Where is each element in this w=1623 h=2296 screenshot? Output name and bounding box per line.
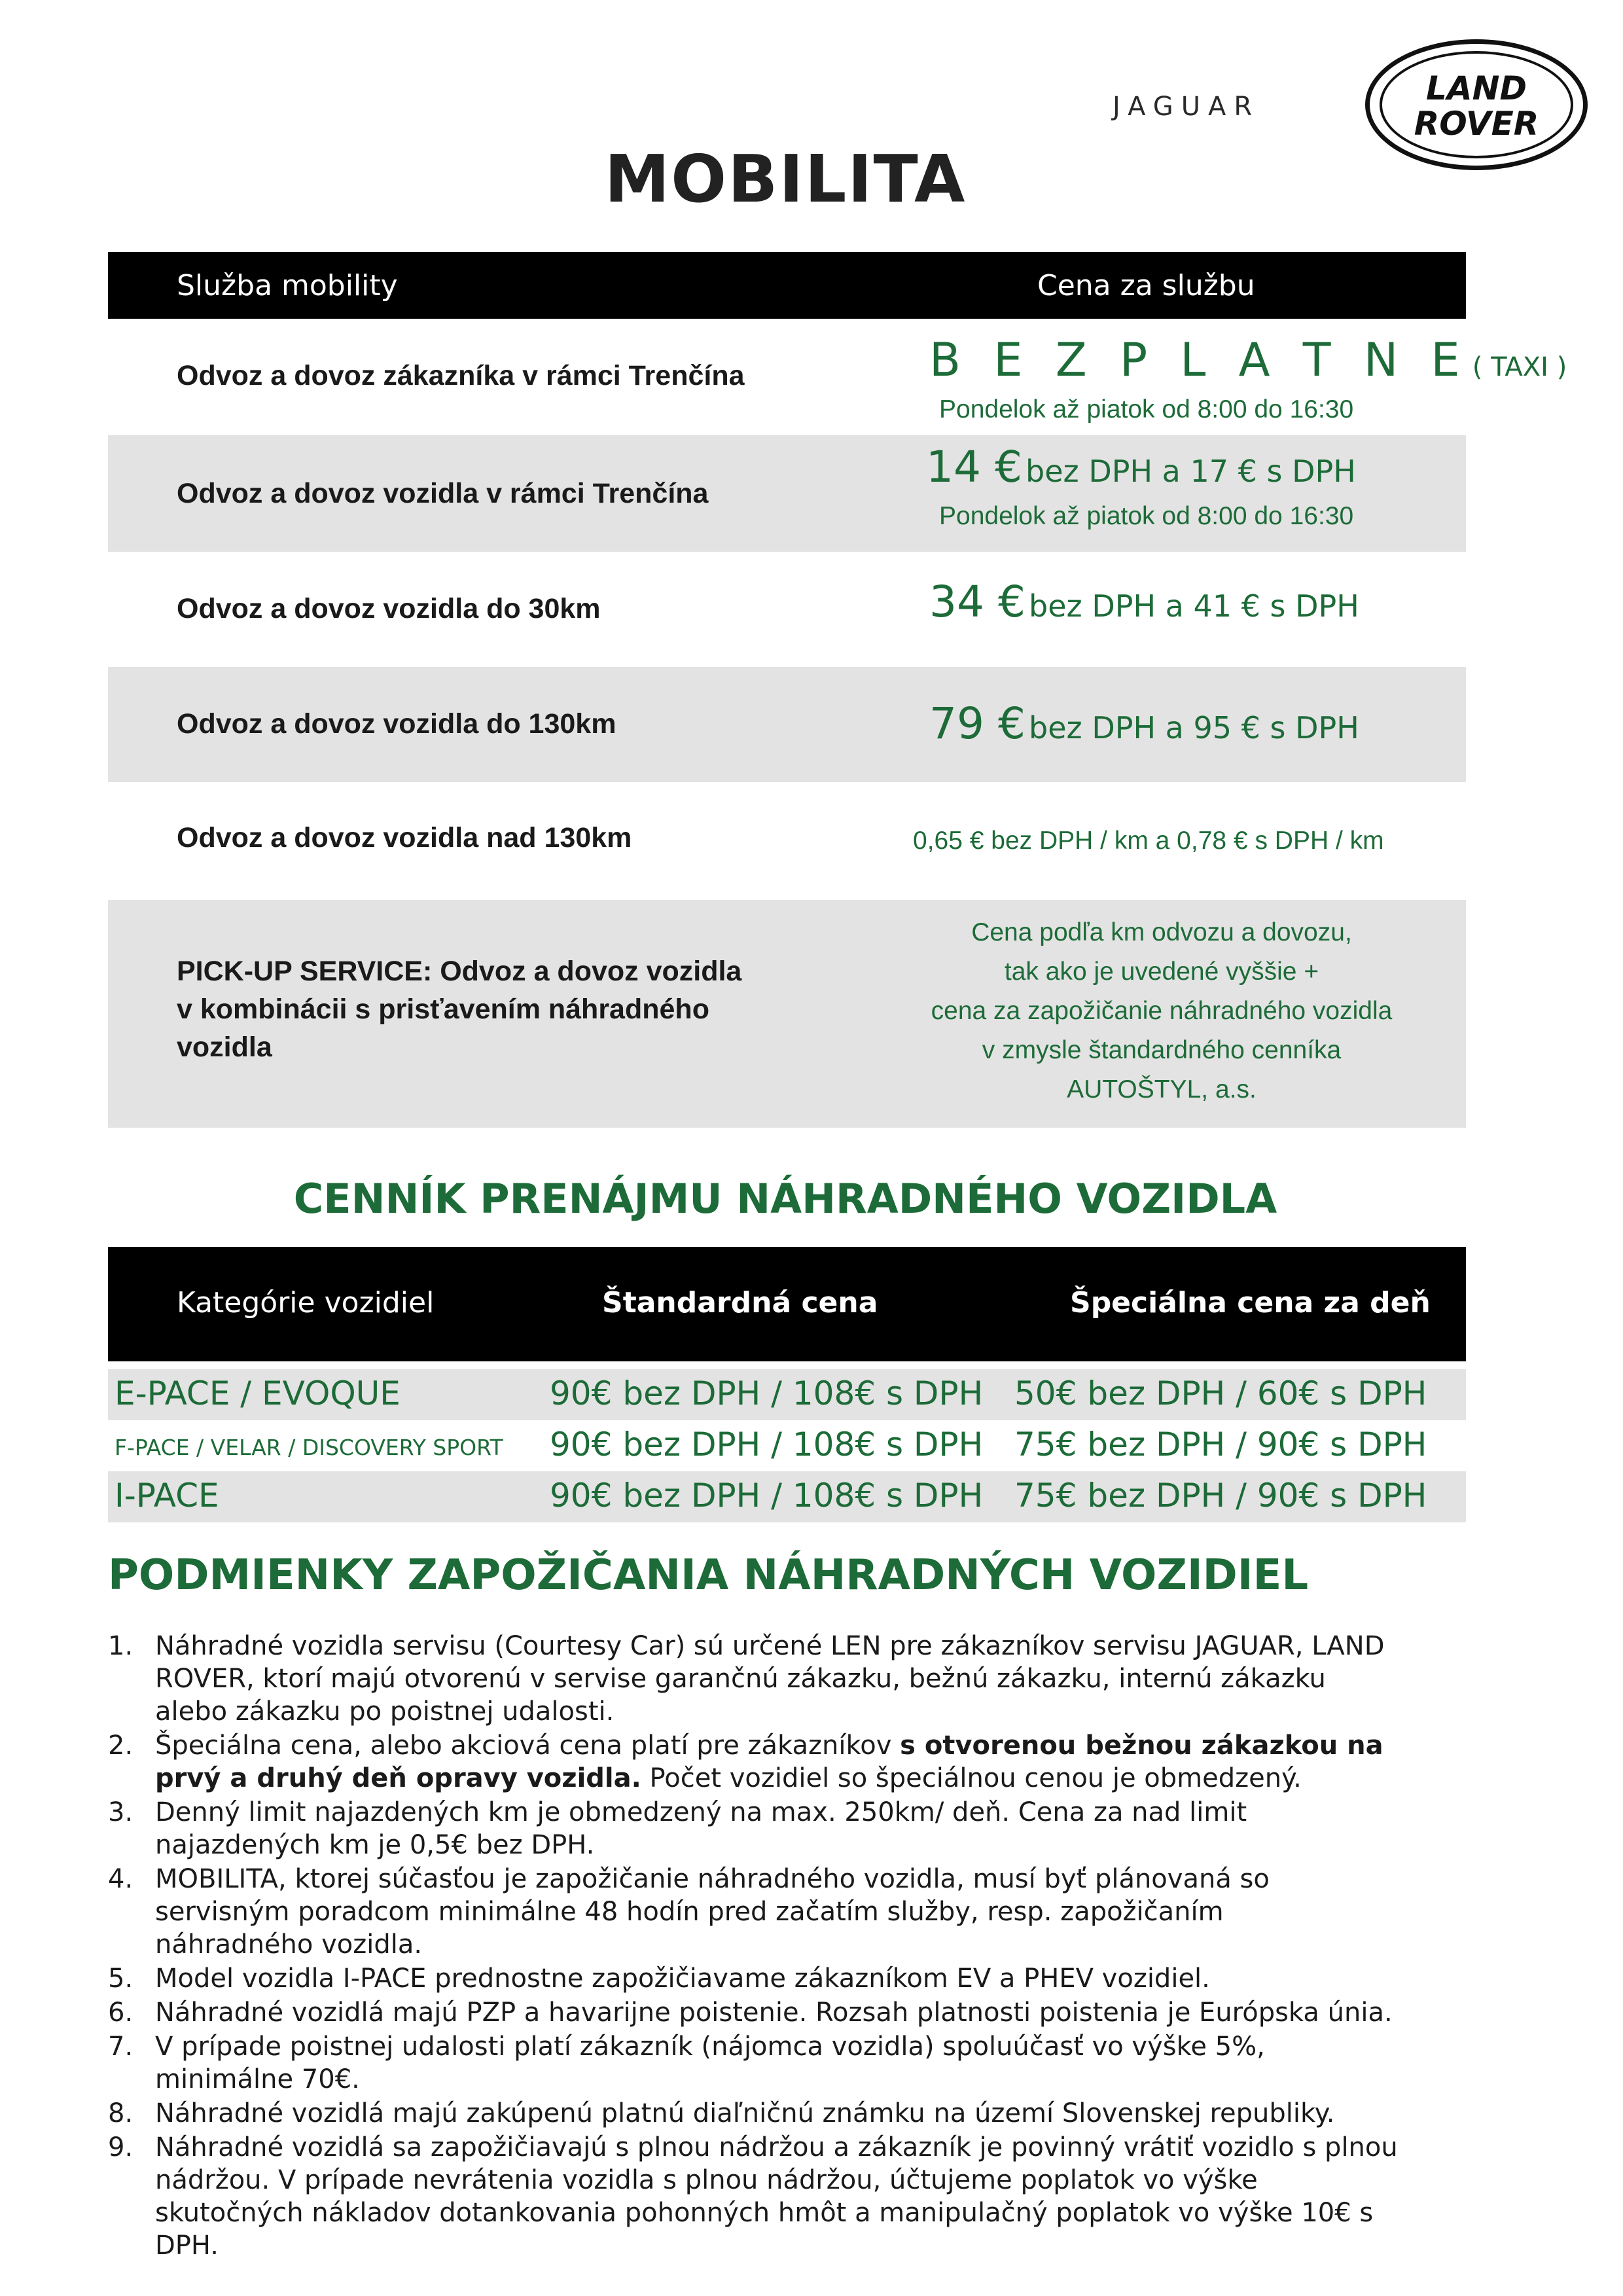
item-line: náhradného vozidla. [155,1929,423,1960]
list-item [108,1630,1489,1728]
special-price: 50€ bez DPH / 60€ s DPH [1014,1374,1427,1412]
table-row [108,1471,1466,1522]
item-line: najazdených km je 0,5€ bez DPH. [155,1830,595,1860]
service-name: Odvoz a dovoz vozidla do 130km [177,708,616,740]
price-value [880,913,1443,1109]
service-name: Odvoz a dovoz vozidla v rámci Trenčína [177,478,709,509]
standard-price: 90€ bez DPH / 108€ s DPH [550,1477,984,1515]
price-value: 0,65 € bez DPH / km a 0,78 € s DPH / km [913,827,1384,855]
special-price: 75€ bez DPH / 90€ s DPH [1014,1477,1427,1515]
price-value: B E Z P L A T N E ( TAXI ) [929,333,1567,387]
table-row [108,667,1466,782]
logo-word-land: LAND [1426,69,1527,107]
price-note: Pondelok až piatok od 8:00 do 16:30 [939,502,1354,530]
item-line: V prípade poistnej udalosti platí zákazník (nájomca vozidla) spoluúčasť vo výške 5%, [155,2032,1265,2062]
item-number: 8. [108,2098,134,2128]
table-header [108,252,1466,319]
service-line: v kombinácii s prisťavením náhradného [177,994,709,1025]
item-number: 2. [108,1731,134,1761]
item-line: MOBILITA, ktorej súčasťou je zapožičanie náhradného vozidla, musí byť plánovaná so [155,1864,1270,1894]
list-item [108,1996,1489,2029]
item-line: Náhradné vozidlá majú zakúpenú platnú diaľničnú známku na území Slovenskej republiky. [155,2098,1335,2128]
table-row [108,552,1466,667]
header-service: Služba mobility [177,269,398,302]
item-line: alebo zákazku po poistnej udalosti. [155,1696,615,1727]
list-item [108,2030,1489,2096]
service-name [177,952,741,1066]
table-row [108,319,1567,435]
item-number: 3. [108,1797,134,1827]
page-title: MOBILITA [604,141,967,217]
table-header [108,1247,1466,1361]
header-standard: Štandardná cena [602,1286,878,1319]
list-item [108,2131,1489,2262]
price-value: 79 € bez DPH a 95 € s DPH [929,698,1359,749]
table-row [108,1369,1466,1420]
item-line: Model vozidla I-PACE prednostne zapožičiavame zákazníkom EV a PHEV vozidiel. [155,1964,1210,1994]
item-line: Náhradné vozidla servisu (Courtesy Car) sú určené LEN pre zákazníkov servisu JAGUAR, LAND [155,1631,1385,1661]
service-name: Odvoz a dovoz zákazníka v rámci Trenčína [177,360,745,391]
header-special: Špeciálna cena za deň [1070,1286,1431,1319]
service-name: Odvoz a dovoz vozidla nad 130km [177,822,632,853]
price-value: 14 € bez DPH a 17 € s DPH [926,442,1356,492]
service-line: PICK-UP SERVICE: Odvoz a dovoz vozidla [177,956,742,987]
jaguar-logo: JAGUAR [1113,92,1260,122]
rental-price-table [108,1247,1466,1522]
item-number: 1. [108,1631,134,1661]
standard-price: 90€ bez DPH / 108€ s DPH [550,1426,984,1463]
item-number: 6. [108,1998,134,2028]
conditions-list [108,1630,1489,2263]
rental-section-title: CENNÍK PRENÁJMU NÁHRADNÉHO VOZIDLA [293,1175,1277,1223]
item-number: 4. [108,1864,134,1894]
spacer [108,1361,1466,1369]
price-line: AUTOŠTYL, a.s. [1067,1075,1257,1103]
price-line: tak ako je uvedené vyššie + [1004,958,1319,986]
price-note: Pondelok až piatok od 8:00 do 16:30 [939,395,1354,423]
price-line: cena za zapožičanie náhradného vozidla [931,997,1393,1025]
item-line: Špeciálna cena, alebo akciová cena platí pre zákazníkov s otvorenou bežnou zákazkou na [155,1731,1383,1761]
price-line: Cena podľa km odvozu a dovozu, [971,918,1352,946]
item-line: Náhradné vozidlá sa zapožičiavajú s plnou nádržou a zákazník je povinný vrátiť vozidlo s plnou [155,2132,1398,2162]
price-line: v zmysle štandardného cenníka [982,1036,1342,1064]
vehicle-category: I-PACE [115,1477,219,1515]
conditions-section-title: PODMIENKY ZAPOŽIČANIA NÁHRADNÝCH VOZIDIEL [108,1551,1309,1600]
list-item [108,1962,1489,1995]
list-item [108,1729,1489,1795]
price-value: 34 € bez DPH a 41 € s DPH [929,577,1359,627]
table-row [108,1420,1466,1471]
table-row [108,900,1466,1128]
header-category: Kategórie vozidiel [177,1286,435,1319]
list-item [108,2097,1489,2130]
item-number: 9. [108,2132,134,2162]
item-line: nádržou. V prípade nevrátenia vozidla s plnou nádržou, účtujeme poplatok vo výške [155,2165,1258,2195]
item-line: Denný limit najazdených km je obmedzený na max. 250km/ deň. Cena za nad limit [155,1797,1247,1827]
list-item [108,1863,1489,1961]
item-number: 7. [108,2032,134,2062]
special-price: 75€ bez DPH / 90€ s DPH [1014,1426,1427,1463]
vehicle-category: E-PACE / EVOQUE [115,1374,401,1412]
table-row [108,435,1466,552]
item-line: prvý a druhý deň opravy vozidla. Počet vozidiel so špeciálnou cenou je obmedzený. [155,1763,1302,1793]
list-item [108,1796,1489,1861]
item-line: minimálne 70€. [155,2064,360,2094]
item-line: DPH. [155,2231,219,2261]
vehicle-category: F-PACE / VELAR / DISCOVERY SPORT [115,1435,503,1460]
item-number: 5. [108,1964,134,1994]
standard-price: 90€ bez DPH / 108€ s DPH [550,1374,984,1412]
item-line: Náhradné vozidlá majú PZP a havarijne poistenie. Rozsah platnosti poistenia je Európska únia. [155,1998,1393,2028]
item-line: skutočných nákladov dotankovania pohonných hmôt a manipulačný poplatok vo výške 10€ s [155,2198,1374,2228]
item-line: ROVER, ktorí majú otvorenú v servise garančnú zákazku, bežnú zákazku, internú zákazku [155,1664,1326,1694]
header-price: Cena za službu [1037,269,1255,302]
service-name: Odvoz a dovoz vozidla do 30km [177,593,601,624]
table-row [108,782,1466,900]
item-line: servisným poradcom minimálne 48 hodín pred začatím služby, resp. zapožičaním [155,1897,1224,1927]
service-line: vozidla [177,1031,272,1063]
mobility-price-table [108,252,1567,1128]
logo-word-rover: ROVER [1414,105,1539,143]
